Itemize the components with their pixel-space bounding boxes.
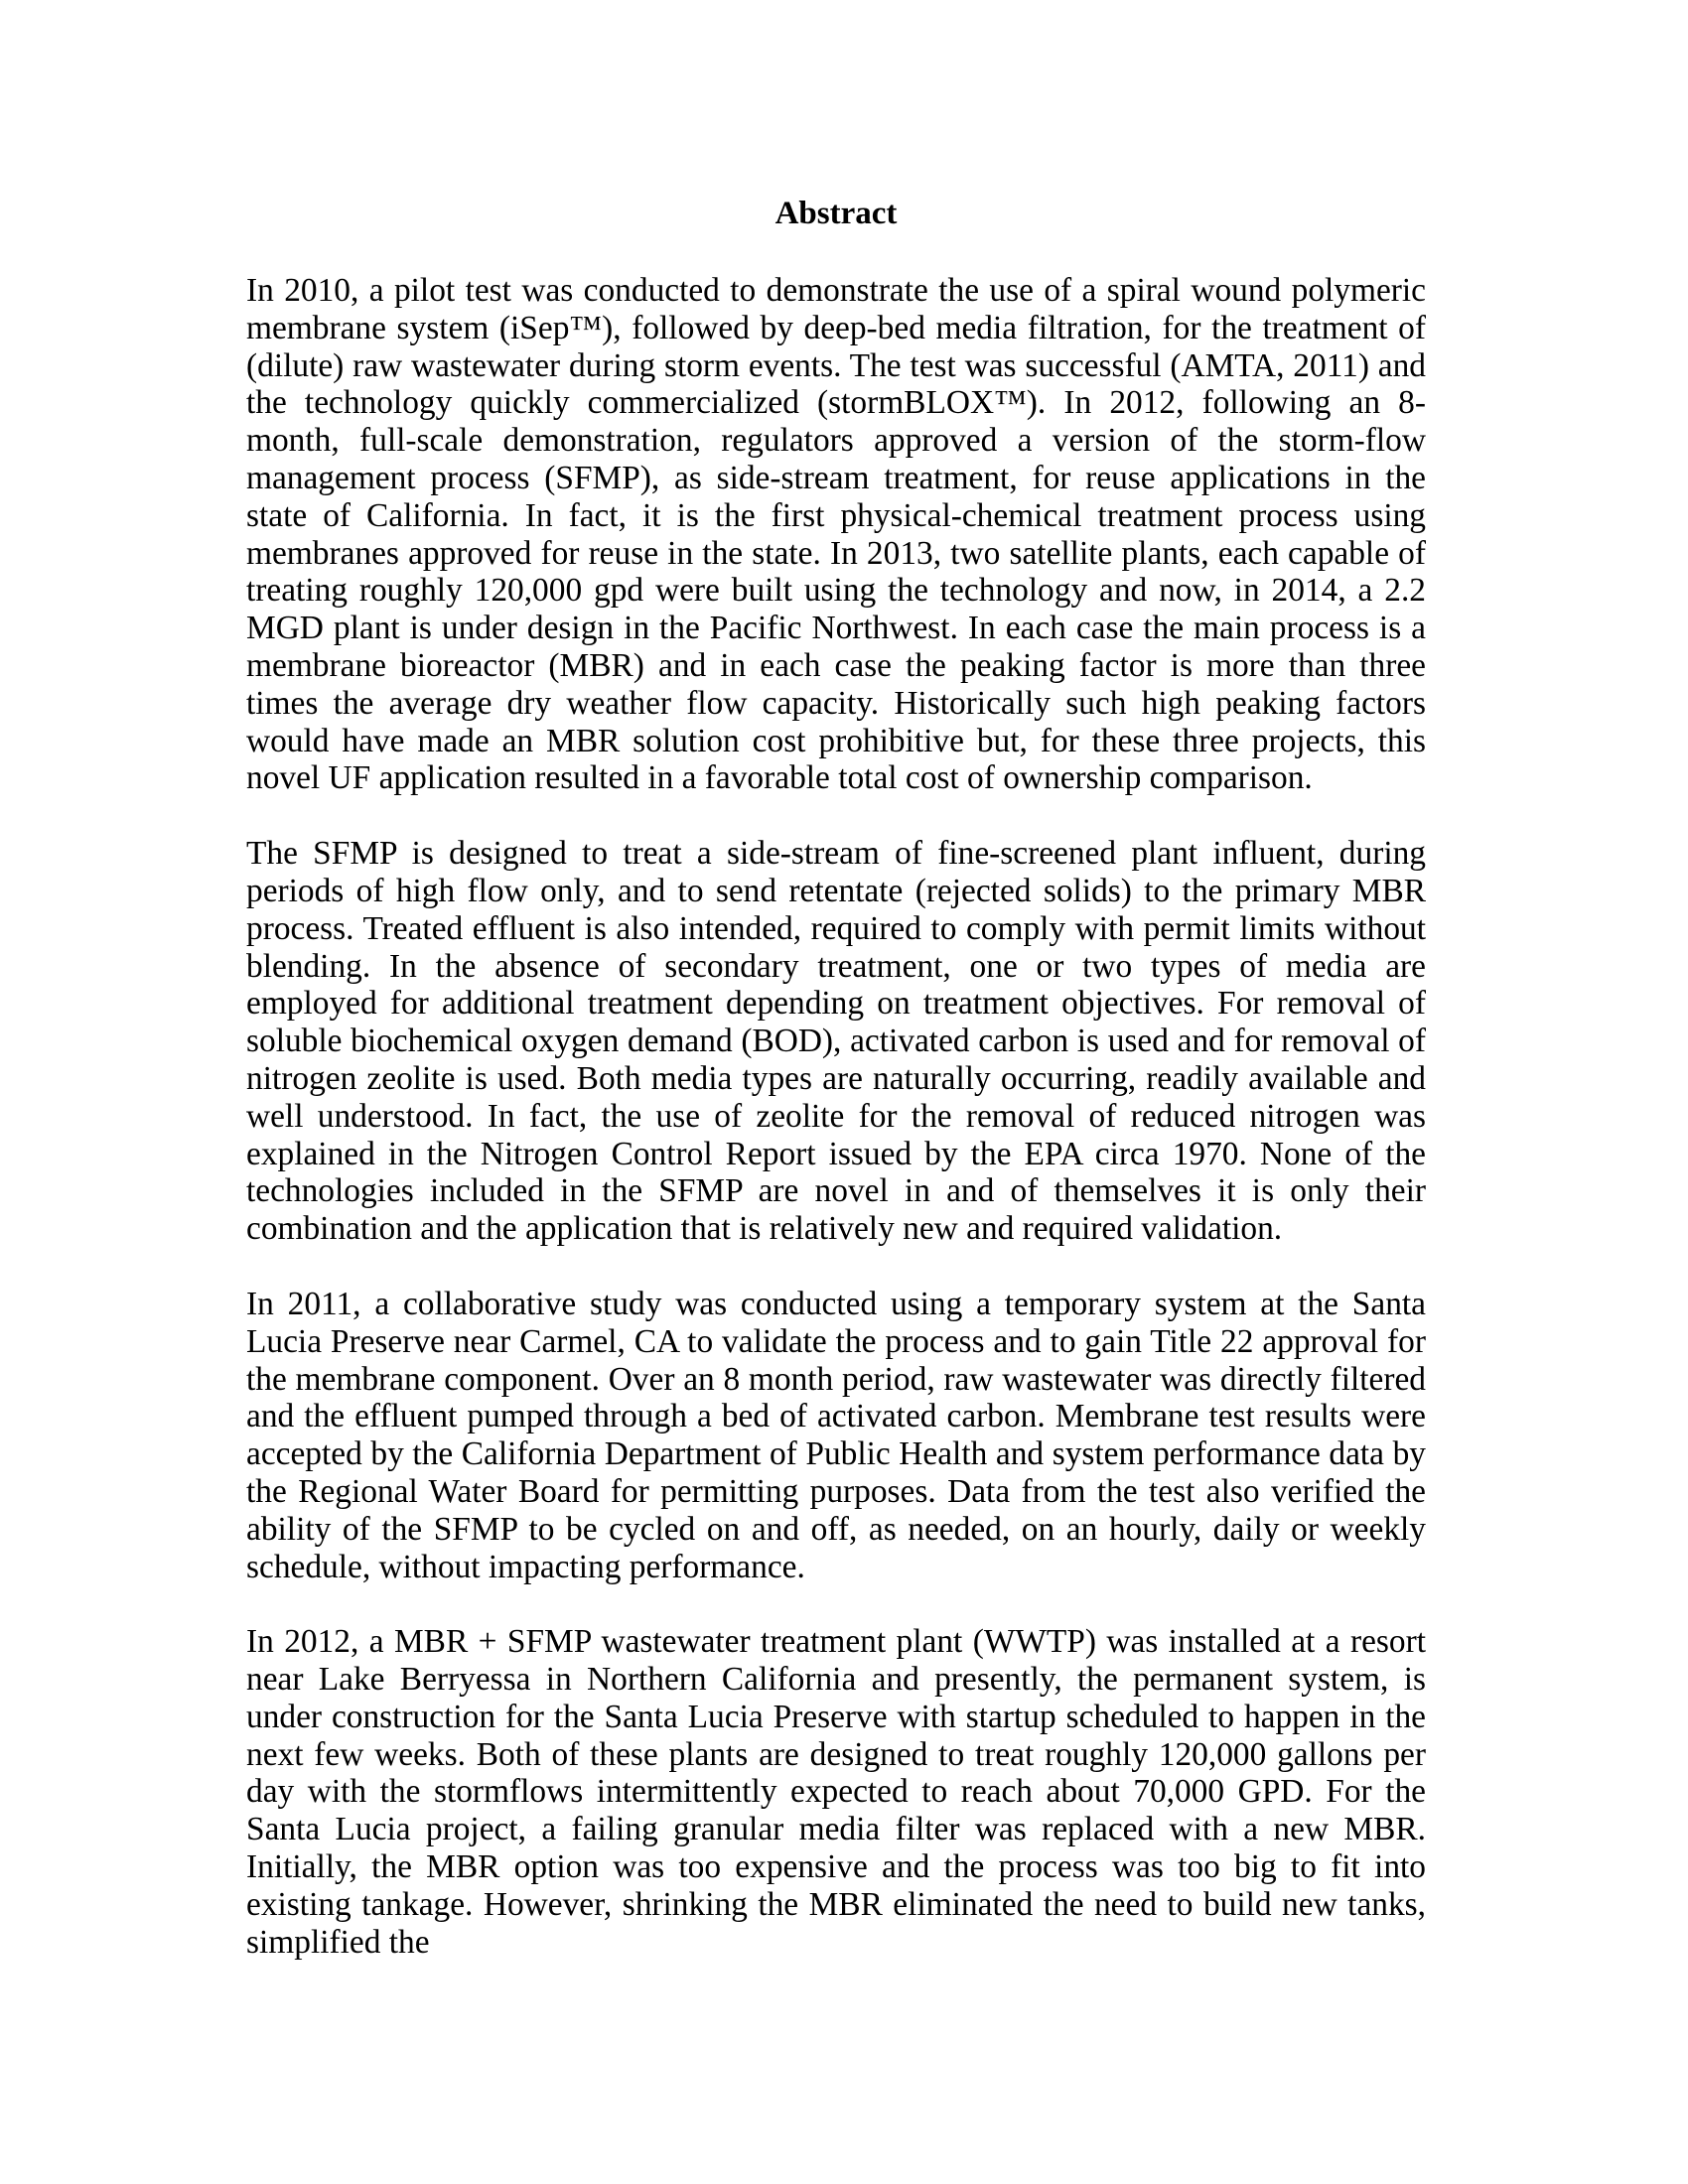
paragraph-collaborative-study: In 2011, a collaborative study was conducted using a temporary system at the Santa Lucia Preserve near Carmel, CA to validate the process and to gain Title 22 approval for the membrane component. Over an 8 month period, raw wastewater was directly filtered and the effluent pumped through a bed of activated carbon. Membrane test results were accepted by the California Department of Public Health and system performance data by the Regional Water Board for permitting purposes. Data from the test also verified the ability of the SFMP to be cycled on and off, as needed, on an hourly, daily or weekly schedule, without impacting performance.: [246, 1285, 1426, 1585]
paragraph-wwtp-installation: In 2012, a MBR + SFMP wastewater treatment plant (WWTP) was installed at a resort near Lake Berryessa in Northern California and presently, the permanent system, is under construction for the Santa Lucia Preserve with startup scheduled to happen in the next few weeks. Both of these plants are designed to treat roughly 120,000 gallons per day with the stormflows intermittently expected to reach about 70,000 GPD. For the Santa Lucia project, a failing granular media filter was replaced with a new MBR. Initially, the MBR option was too expensive and the process was too big to fit into existing tankage. However, shrinking the MBR eliminated the need to build new tanks, simplified the: [246, 1623, 1426, 1961]
paragraph-pilot-test: In 2010, a pilot test was conducted to demonstrate the use of a spiral wound polymeric membrane system (iSep™), followed by deep-bed media filtration, for the treatment of (dilute) raw wastewater during storm events. The test was successful (AMTA, 2011) and the technology quickly commercialized (stormBLOX™). In 2012, following an 8-month, full-scale demonstration, regulators approved a version of the storm-flow management process (SFMP), as side-stream treatment, for reuse applications in the state of California. In fact, it is the first physical-chemical treatment process using membranes approved for reuse in the state. In 2013, two satellite plants, each capable of treating roughly 120,000 gpd were built using the technology and now, in 2014, a 2.2 MGD plant is under design in the Pacific Northwest. In each case the main process is a membrane bioreactor (MBR) and in each case the peaking factor is more than three times the average dry weather flow capacity. Historically such high peaking factors would have made an MBR solution cost prohibitive but, for these three projects, this novel UF application resulted in a favorable total cost of ownership comparison.: [246, 272, 1426, 797]
abstract-heading: Abstract: [774, 196, 898, 231]
paragraph-sfmp-design: The SFMP is designed to treat a side-stream of fine-screened plant influent, during periods of high flow only, and to send retentate (rejected solids) to the primary MBR process. Treated effluent is also intended, required to comply with permit limits without blending. In the absence of secondary treatment, one or two types of media are employed for additional treatment depending on treatment objectives. For removal of soluble biochemical oxygen demand (BOD), activated carbon is used and for removal of nitrogen zeolite is used. Both media types are naturally occurring, readily available and well understood. In fact, the use of zeolite for the removal of reduced nitrogen was explained in the Nitrogen Control Report issued by the EPA circa 1970. None of the technologies included in the SFMP are novel in and of themselves it is only their combination and the application that is relatively new and required validation.: [246, 835, 1426, 1248]
abstract-body: [246, 272, 1426, 1998]
